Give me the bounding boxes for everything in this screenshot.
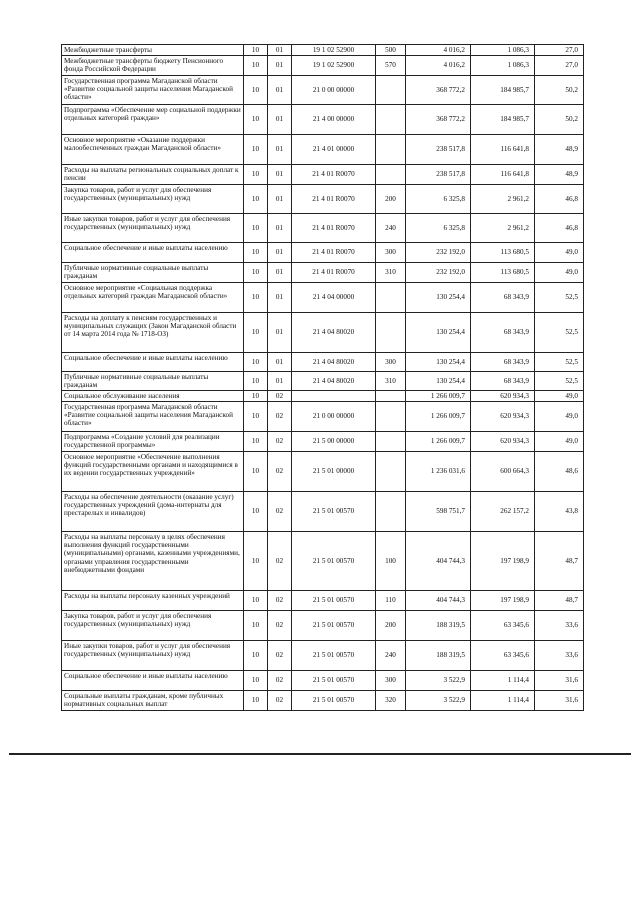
target-article-cell: 21 0 00 00000 — [292, 402, 376, 432]
row-name-cell: Социальное обеспечение и иные выплаты населению — [62, 353, 244, 372]
actual-amount-cell: 68 343,9 — [471, 353, 535, 372]
plan-amount-cell: 130 254,4 — [406, 353, 471, 372]
expense-type-cell — [376, 105, 406, 135]
target-article-cell: 19 1 02 52900 — [292, 56, 376, 76]
table-row — [62, 135, 584, 165]
percent-cell: 52,5 — [535, 313, 584, 353]
actual-amount-cell: 1 086,3 — [471, 56, 535, 76]
actual-amount-cell: 197 198,9 — [471, 591, 535, 611]
expense-type-cell — [376, 402, 406, 432]
row-name-cell: Межбюджетные трансферты бюджету Пенсионного фонда Российской Федерации — [62, 56, 244, 76]
target-article-cell: 21 4 00 00000 — [292, 105, 376, 135]
subsection-code-cell: 01 — [268, 353, 292, 372]
subsection-code-cell: 01 — [268, 135, 292, 165]
subsection-code-cell: 01 — [268, 243, 292, 263]
plan-amount-cell: 3 522,9 — [406, 671, 471, 691]
actual-amount-cell: 1 114,4 — [471, 671, 535, 691]
expense-type-cell — [376, 452, 406, 492]
expense-type-cell — [376, 76, 406, 105]
actual-amount-cell: 184 985,7 — [471, 105, 535, 135]
section-code-cell: 10 — [244, 45, 268, 56]
percent-cell: 49,0 — [535, 263, 584, 283]
section-code-cell: 10 — [244, 532, 268, 591]
target-article-cell: 21 5 01 00570 — [292, 671, 376, 691]
percent-cell: 50,2 — [535, 76, 584, 105]
budget-sheet — [61, 44, 583, 711]
percent-cell: 48,7 — [535, 591, 584, 611]
row-name-cell: Расходы на обеспечение деятельности (оказание услуг) государственных учреждений (дома-интернаты для престарелых и инвалидов) — [62, 492, 244, 532]
table-body — [62, 45, 584, 711]
expense-type-cell: 200 — [376, 185, 406, 214]
table-row — [62, 492, 584, 532]
percent-cell: 27,0 — [535, 45, 584, 56]
row-name-cell: Расходы на доплату к пенсиям государственных и муниципальных служащих (Закон Магаданской области от 14 марта 2014 года № 1718-ОЗ) — [62, 313, 244, 353]
expense-type-cell: 110 — [376, 591, 406, 611]
expense-type-cell: 300 — [376, 243, 406, 263]
percent-cell: 48,6 — [535, 452, 584, 492]
subsection-code-cell: 02 — [268, 452, 292, 492]
actual-amount-cell: 184 985,7 — [471, 76, 535, 105]
subsection-code-cell: 01 — [268, 214, 292, 243]
section-code-cell: 10 — [244, 283, 268, 313]
section-code-cell: 10 — [244, 591, 268, 611]
actual-amount-cell: 1 114,4 — [471, 691, 535, 711]
section-code-cell: 10 — [244, 313, 268, 353]
section-code-cell: 10 — [244, 56, 268, 76]
table-row — [62, 76, 584, 105]
row-name-cell: Социальные выплаты гражданам, кроме публичных нормативных социальных выплат — [62, 691, 244, 711]
percent-cell: 48,7 — [535, 532, 584, 591]
plan-amount-cell: 238 517,8 — [406, 165, 471, 185]
row-name-cell: Государственная программа Магаданской области «Развитие социальной защиты населения Магаданской области» — [62, 402, 244, 432]
expense-type-cell: 300 — [376, 671, 406, 691]
actual-amount-cell: 113 680,5 — [471, 263, 535, 283]
table-row — [62, 45, 584, 56]
target-article-cell: 21 5 01 00570 — [292, 532, 376, 591]
expense-type-cell — [376, 432, 406, 452]
table-row — [62, 611, 584, 641]
plan-amount-cell: 1 266 009,7 — [406, 402, 471, 432]
section-code-cell: 10 — [244, 402, 268, 432]
percent-cell: 46,8 — [535, 185, 584, 214]
expense-type-cell — [376, 391, 406, 402]
actual-amount-cell: 63 345,6 — [471, 611, 535, 641]
target-article-cell — [292, 391, 376, 402]
section-code-cell: 10 — [244, 165, 268, 185]
table-row — [62, 432, 584, 452]
subsection-code-cell: 01 — [268, 45, 292, 56]
actual-amount-cell: 68 343,9 — [471, 372, 535, 391]
percent-cell: 52,5 — [535, 353, 584, 372]
actual-amount-cell: 262 157,2 — [471, 492, 535, 532]
target-article-cell: 21 4 04 80020 — [292, 353, 376, 372]
subsection-code-cell: 01 — [268, 283, 292, 313]
subsection-code-cell: 02 — [268, 532, 292, 591]
expense-type-cell: 310 — [376, 372, 406, 391]
target-article-cell: 21 5 01 00570 — [292, 691, 376, 711]
subsection-code-cell: 02 — [268, 391, 292, 402]
table-row — [62, 353, 584, 372]
table-row — [62, 214, 584, 243]
target-article-cell: 19 1 02 52900 — [292, 45, 376, 56]
row-name-cell: Подпрограмма «Создание условий для реализации государственной программы» — [62, 432, 244, 452]
subsection-code-cell: 01 — [268, 165, 292, 185]
target-article-cell: 21 0 00 00000 — [292, 76, 376, 105]
expense-type-cell: 320 — [376, 691, 406, 711]
row-name-cell: Государственная программа Магаданской области «Развитие социальной защиты населения Магаданской области» — [62, 76, 244, 105]
row-name-cell: Публичные нормативные социальные выплаты гражданам — [62, 263, 244, 283]
target-article-cell: 21 5 01 00000 — [292, 452, 376, 492]
section-code-cell: 10 — [244, 135, 268, 165]
plan-amount-cell: 404 744,3 — [406, 532, 471, 591]
table-row — [62, 313, 584, 353]
section-code-cell: 10 — [244, 452, 268, 492]
target-article-cell: 21 4 04 80020 — [292, 313, 376, 353]
table-row — [62, 283, 584, 313]
table-row — [62, 402, 584, 432]
percent-cell: 49,0 — [535, 402, 584, 432]
expense-type-cell: 500 — [376, 45, 406, 56]
plan-amount-cell: 130 254,4 — [406, 313, 471, 353]
percent-cell: 48,9 — [535, 165, 584, 185]
percent-cell: 46,8 — [535, 214, 584, 243]
section-code-cell: 10 — [244, 243, 268, 263]
table-row — [62, 105, 584, 135]
plan-amount-cell: 1 236 031,6 — [406, 452, 471, 492]
row-name-cell: Закупка товаров, работ и услуг для обеспечения государственных (муниципальных) нужд — [62, 185, 244, 214]
row-name-cell: Основное мероприятие «Обеспечение выполнения функций государственными органами и находящимися в их ведении государственных учреждений» — [62, 452, 244, 492]
row-name-cell: Основное мероприятие «Оказание поддержки малообеспеченных граждан Магаданской области» — [62, 135, 244, 165]
expense-type-cell — [376, 492, 406, 532]
plan-amount-cell: 188 319,5 — [406, 611, 471, 641]
actual-amount-cell: 116 641,8 — [471, 135, 535, 165]
actual-amount-cell: 620 934,3 — [471, 432, 535, 452]
section-code-cell: 10 — [244, 353, 268, 372]
row-name-cell: Иные закупки товаров, работ и услуг для обеспечения государственных (муниципальных) нужд — [62, 641, 244, 671]
actual-amount-cell: 68 343,9 — [471, 313, 535, 353]
row-name-cell: Расходы на выплаты персоналу казенных учреждений — [62, 591, 244, 611]
percent-cell: 48,9 — [535, 135, 584, 165]
row-name-cell: Социальное обеспечение и иные выплаты населению — [62, 243, 244, 263]
section-code-cell: 10 — [244, 691, 268, 711]
expense-type-cell: 240 — [376, 641, 406, 671]
plan-amount-cell: 368 772,2 — [406, 105, 471, 135]
subsection-code-cell: 02 — [268, 492, 292, 532]
subsection-code-cell: 01 — [268, 372, 292, 391]
expense-type-cell: 200 — [376, 611, 406, 641]
section-code-cell: 10 — [244, 432, 268, 452]
expense-type-cell — [376, 313, 406, 353]
section-code-cell: 10 — [244, 391, 268, 402]
target-article-cell: 21 4 01 R0070 — [292, 165, 376, 185]
plan-amount-cell: 130 254,4 — [406, 283, 471, 313]
table-row — [62, 671, 584, 691]
target-article-cell: 21 5 01 00570 — [292, 611, 376, 641]
section-code-cell: 10 — [244, 214, 268, 243]
plan-amount-cell: 1 266 009,7 — [406, 391, 471, 402]
section-code-cell: 10 — [244, 105, 268, 135]
plan-amount-cell: 6 325,8 — [406, 185, 471, 214]
budget-table — [61, 44, 584, 711]
row-name-cell: Социальное обеспечение и иные выплаты населению — [62, 671, 244, 691]
plan-amount-cell: 1 266 009,7 — [406, 432, 471, 452]
percent-cell: 33,6 — [535, 611, 584, 641]
percent-cell: 49,0 — [535, 391, 584, 402]
subsection-code-cell: 02 — [268, 691, 292, 711]
percent-cell: 31,6 — [535, 691, 584, 711]
table-row — [62, 372, 584, 391]
expense-type-cell — [376, 283, 406, 313]
subsection-code-cell: 02 — [268, 591, 292, 611]
subsection-code-cell: 01 — [268, 105, 292, 135]
actual-amount-cell: 116 641,8 — [471, 165, 535, 185]
row-name-cell: Закупка товаров, работ и услуг для обеспечения государственных (муниципальных) нужд — [62, 611, 244, 641]
target-article-cell: 21 5 01 00570 — [292, 591, 376, 611]
table-row — [62, 243, 584, 263]
target-article-cell: 21 5 01 00570 — [292, 641, 376, 671]
percent-cell: 49,0 — [535, 243, 584, 263]
row-name-cell: Социальное обслуживание населения — [62, 391, 244, 402]
subsection-code-cell: 01 — [268, 76, 292, 105]
target-article-cell: 21 4 01 R0070 — [292, 263, 376, 283]
expense-type-cell: 100 — [376, 532, 406, 591]
percent-cell: 27,0 — [535, 56, 584, 76]
subsection-code-cell: 01 — [268, 313, 292, 353]
row-name-cell: Расходы на выплаты региональных социальных доплат к пенсии — [62, 165, 244, 185]
plan-amount-cell: 232 192,0 — [406, 263, 471, 283]
subsection-code-cell: 02 — [268, 671, 292, 691]
target-article-cell: 21 4 01 00000 — [292, 135, 376, 165]
row-name-cell: Публичные нормативные социальные выплаты гражданам — [62, 372, 244, 391]
row-name-cell: Межбюджетные трансферты — [62, 45, 244, 56]
expense-type-cell: 310 — [376, 263, 406, 283]
plan-amount-cell: 238 517,8 — [406, 135, 471, 165]
section-code-cell: 10 — [244, 641, 268, 671]
subsection-code-cell: 01 — [268, 185, 292, 214]
plan-amount-cell: 4 016,2 — [406, 56, 471, 76]
percent-cell: 33,6 — [535, 641, 584, 671]
subsection-code-cell: 01 — [268, 56, 292, 76]
target-article-cell: 21 5 00 00000 — [292, 432, 376, 452]
plan-amount-cell: 368 772,2 — [406, 76, 471, 105]
actual-amount-cell: 1 086,3 — [471, 45, 535, 56]
section-code-cell: 10 — [244, 185, 268, 214]
table-row — [62, 165, 584, 185]
table-row — [62, 591, 584, 611]
subsection-code-cell: 02 — [268, 641, 292, 671]
target-article-cell: 21 4 04 80020 — [292, 372, 376, 391]
section-code-cell: 10 — [244, 372, 268, 391]
table-row — [62, 263, 584, 283]
table-row — [62, 452, 584, 492]
plan-amount-cell: 6 325,8 — [406, 214, 471, 243]
section-code-cell: 10 — [244, 492, 268, 532]
table-row — [62, 691, 584, 711]
expense-type-cell: 570 — [376, 56, 406, 76]
expense-type-cell: 300 — [376, 353, 406, 372]
row-name-cell: Расходы на выплаты персоналу в целях обеспечения выполнения функций государственными (муниципальными) органами, казенными учреждениями, органами управления государственными внебюджетными фондами — [62, 532, 244, 591]
table-row — [62, 641, 584, 671]
percent-cell: 50,2 — [535, 105, 584, 135]
actual-amount-cell: 620 934,3 — [471, 391, 535, 402]
section-code-cell: 10 — [244, 76, 268, 105]
subsection-code-cell: 02 — [268, 402, 292, 432]
actual-amount-cell: 197 198,9 — [471, 532, 535, 591]
row-name-cell: Иные закупки товаров, работ и услуг для обеспечения государственных (муниципальных) нужд — [62, 214, 244, 243]
actual-amount-cell: 2 961,2 — [471, 185, 535, 214]
target-article-cell: 21 4 01 R0070 — [292, 214, 376, 243]
section-code-cell: 10 — [244, 611, 268, 641]
actual-amount-cell: 620 934,3 — [471, 402, 535, 432]
plan-amount-cell: 598 751,7 — [406, 492, 471, 532]
plan-amount-cell: 4 016,2 — [406, 45, 471, 56]
plan-amount-cell: 188 319,5 — [406, 641, 471, 671]
table-row — [62, 56, 584, 76]
expense-type-cell: 240 — [376, 214, 406, 243]
actual-amount-cell: 113 680,5 — [471, 243, 535, 263]
subsection-code-cell: 02 — [268, 611, 292, 641]
expense-type-cell — [376, 135, 406, 165]
percent-cell: 52,5 — [535, 372, 584, 391]
plan-amount-cell: 130 254,4 — [406, 372, 471, 391]
table-row — [62, 532, 584, 591]
subsection-code-cell: 02 — [268, 432, 292, 452]
plan-amount-cell: 3 522,9 — [406, 691, 471, 711]
percent-cell: 52,5 — [535, 283, 584, 313]
section-code-cell: 10 — [244, 671, 268, 691]
bottom-rule — [9, 753, 631, 755]
percent-cell: 43,8 — [535, 492, 584, 532]
percent-cell: 49,0 — [535, 432, 584, 452]
actual-amount-cell: 68 343,9 — [471, 283, 535, 313]
plan-amount-cell: 232 192,0 — [406, 243, 471, 263]
target-article-cell: 21 4 01 R0070 — [292, 185, 376, 214]
plan-amount-cell: 404 744,3 — [406, 591, 471, 611]
row-name-cell: Подпрограмма «Обеспечение мер социальной поддержки отдельных категорий граждан» — [62, 105, 244, 135]
table-row — [62, 391, 584, 402]
actual-amount-cell: 600 664,3 — [471, 452, 535, 492]
target-article-cell: 21 4 04 00000 — [292, 283, 376, 313]
actual-amount-cell: 63 345,6 — [471, 641, 535, 671]
percent-cell: 31,6 — [535, 671, 584, 691]
table-row — [62, 185, 584, 214]
row-name-cell: Основное мероприятие «Социальная поддержка отдельных категорий граждан Магаданской области» — [62, 283, 244, 313]
target-article-cell: 21 4 01 R0070 — [292, 243, 376, 263]
actual-amount-cell: 2 961,2 — [471, 214, 535, 243]
subsection-code-cell: 01 — [268, 263, 292, 283]
section-code-cell: 10 — [244, 263, 268, 283]
expense-type-cell — [376, 165, 406, 185]
target-article-cell: 21 5 01 00570 — [292, 492, 376, 532]
